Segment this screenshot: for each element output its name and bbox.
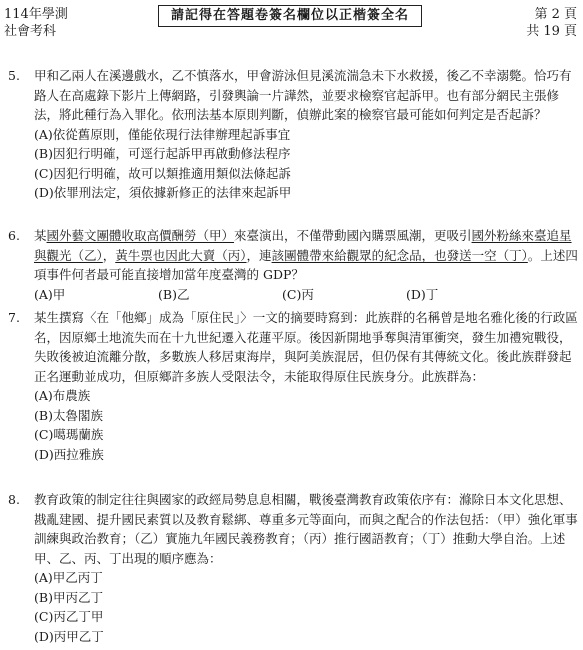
option-a[interactable]: (A)布農族 [34, 388, 91, 403]
question-number: 5. [8, 68, 20, 83]
option-d[interactable]: (D)丁 [406, 286, 439, 302]
page-total: 共 19 頁 [526, 24, 577, 39]
header-right [526, 6, 577, 40]
option-a[interactable]: (A)甲 [34, 286, 66, 302]
option-c[interactable]: (C)丙 [282, 286, 314, 302]
signature-notice: 請記得在答題卷簽名欄位以正楷簽全名 [158, 5, 422, 27]
question-number: 7. [8, 310, 20, 325]
underlined-phrase: 黃牛票也因此大賣（丙） [115, 247, 247, 263]
exam-subject: 社會考科 [4, 24, 57, 39]
question-5 [8, 66, 578, 203]
option-b[interactable]: (B)乙 [158, 286, 190, 302]
option-b[interactable]: (B)太魯閣族 [34, 407, 103, 423]
question-text: 甲和乙兩人在溪邊戲水，乙不慎落水，甲會游泳但見溪流湍急未下水救援，後乙不幸溺斃。恰巧有路人在高處錄下影片上傳網路，引發輿論一片譁然，並要求檢察官起訴甲。也有部分網民主張修法，將此種行為入罪化。依刑法基本原則判斷，偵辦此案的檢察官最可能如何判定是否起訴？ [34, 68, 572, 122]
question-7 [8, 308, 578, 464]
option-c[interactable]: (C)因犯行明確，故可以類推適用類似法條起訴 [34, 165, 291, 181]
question-8 [8, 490, 578, 646]
question-number: 6. [8, 228, 20, 243]
question-6 [8, 226, 578, 304]
option-a[interactable]: (A)依從舊原則，僅能依現行法律辦理起訴事宜 [34, 126, 291, 142]
question-text: 教育政策的制定往往與國家的政經局勢息息相關，戰後臺灣教育政策依序有：滌除日本文化思想、戡亂建國、提升國民素質以及教育鬆綁、尊重多元等面向，而與之配合的作法包括：（甲）強化軍事訓練與政治教育；（乙）實施九年國民義務教育；（丙）推行國語教育；（丁）推動大學自治。上述甲、乙、丙、丁出現的順序應為： [34, 492, 578, 566]
option-d[interactable]: (D)丙甲乙丁 [34, 628, 104, 644]
underlined-phrase: 國外粉絲來臺追星與觀光（乙） [34, 228, 572, 263]
option-b[interactable]: (B)因犯行明確，可逕行起訴甲再啟動修法程序 [34, 146, 291, 161]
page-number: 第 2 頁 [534, 7, 577, 22]
header-left [4, 6, 68, 40]
option-b[interactable]: (B)甲丙乙丁 [34, 589, 103, 605]
option-d[interactable]: (D)依罪刑法定，須依據新修正的法律來起訴甲 [34, 185, 292, 200]
question-text: 某國外藝文團體收取高價酬勞（甲）來臺演出，不僅帶動國內購票風潮，更吸引國外粉絲來臺追星與觀光（乙），黃牛票也因此大賣（丙），連該團體帶來給觀眾的紀念品，也發送一空（丁）。上述四項事件何者最可能直接增加當年度臺灣的 GDP？ [34, 228, 578, 282]
underlined-phrase: 該團體帶來給觀眾的紀念品，也發送一空（丁） [271, 247, 528, 263]
exam-year: 114年學測 [4, 7, 68, 22]
question-text: 某生撰寫〈在「他鄉」成為「原住民」〉一文的摘要時寫到：此族群的名稱曾是地名雅化後的行政區名，因原鄉土地流失而在十九世紀遷入花蓮平原。後因新開地爭奪與清軍衝突，發生加禮宛戰役，失敗後被迫流離分散，多數族人移居東海岸，與阿美族混居，但仍保有其傳統文化。後此族群發起正名運動並成功，但原鄉許多族人受限法令，未能取得原住民族身分。此族群為： [34, 310, 578, 384]
option-d[interactable]: (D)西拉雅族 [34, 446, 104, 462]
option-c[interactable]: (C)丙乙丁甲 [34, 609, 104, 624]
question-number: 8. [8, 492, 20, 507]
underlined-phrase: 國外藝文團體收取高價酬勞（甲） [46, 228, 235, 243]
option-a[interactable]: (A)甲乙丙丁 [34, 570, 103, 585]
option-c[interactable]: (C)噶瑪蘭族 [34, 427, 104, 442]
